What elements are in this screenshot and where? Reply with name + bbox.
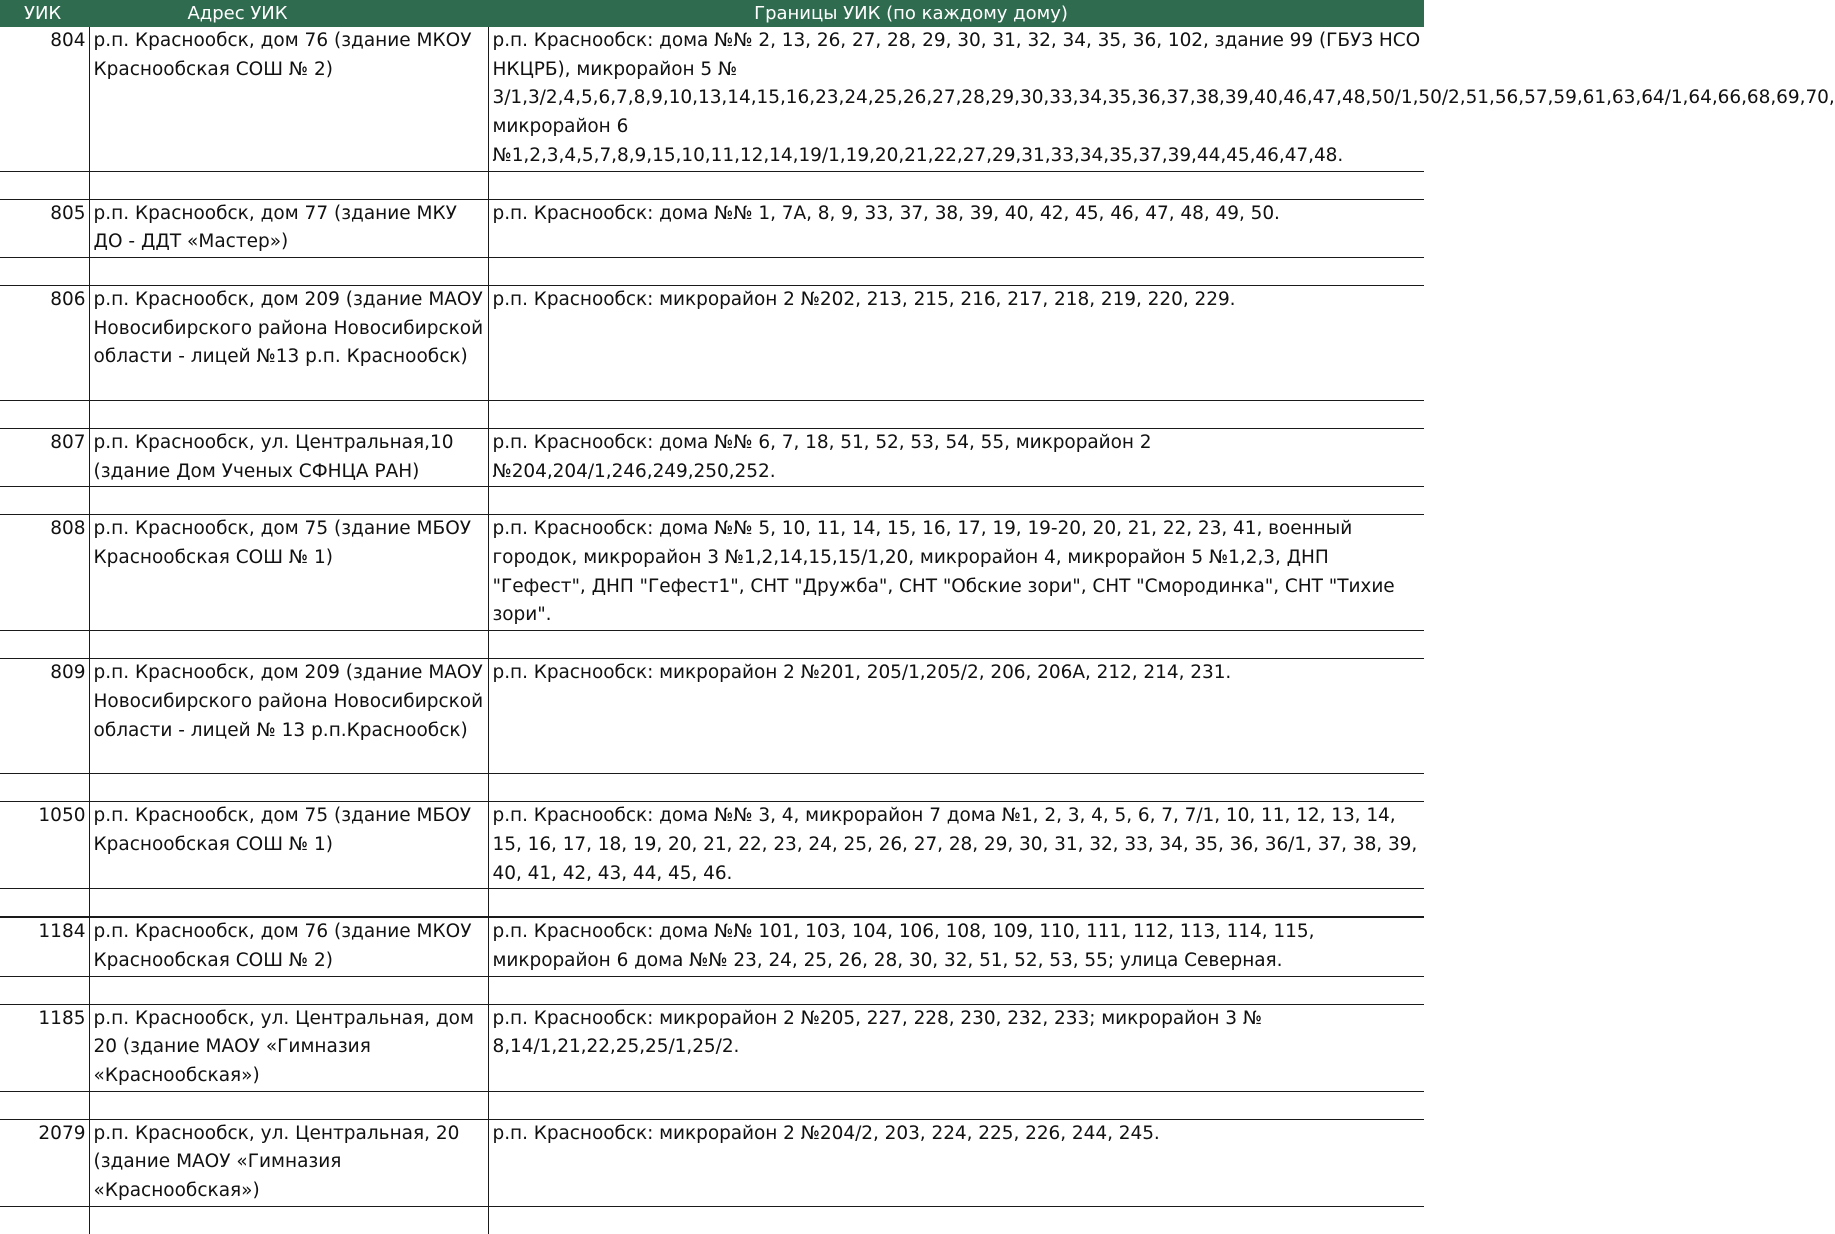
empty-row — [0, 889, 1424, 918]
address-cell[interactable]: р.п. Краснообск, дом 75 (здание МБОУ Краснообская СОШ № 1) — [89, 802, 488, 889]
address-cell[interactable]: р.п. Краснообск, дом 76 (здание МКОУ Краснообская СОШ № 2) — [89, 917, 488, 976]
empty-cell[interactable] — [0, 889, 89, 918]
empty-cell[interactable] — [0, 487, 89, 515]
empty-cell[interactable] — [0, 400, 89, 428]
address-cell[interactable]: р.п. Краснообск, ул. Центральная,10 (здание Дом Ученых СФНЦА РАН) — [89, 428, 488, 486]
empty-cell[interactable] — [89, 487, 488, 515]
bounds-cell[interactable]: р.п. Краснообск: микрорайон 2 №201, 205/1,205/2, 206, 206А, 212, 214, 231. — [488, 659, 1424, 774]
table-row — [0, 917, 1424, 976]
uik-number-cell[interactable]: 1050 — [0, 802, 89, 889]
empty-cell[interactable] — [0, 257, 89, 285]
bounds-cell[interactable]: р.п. Краснообск: микрорайон 2 №204/2, 203, 224, 225, 226, 244, 245. — [488, 1119, 1424, 1206]
empty-cell[interactable] — [488, 487, 1424, 515]
empty-cell[interactable] — [488, 774, 1424, 802]
column-header-address[interactable]: Адрес УИК — [89, 0, 488, 27]
empty-row — [0, 257, 1424, 285]
address-cell[interactable]: р.п. Краснообск, ул. Центральная, 20 (здание МАОУ «Гимназия «Краснообская») — [89, 1119, 488, 1206]
bounds-cell[interactable]: р.п. Краснообск: микрорайон 2 №205, 227, 228, 230, 232, 233; микрорайон 3 № 8,14/1,21,22,25,25/1,25/2. — [488, 1004, 1424, 1091]
empty-row — [0, 487, 1424, 515]
uik-number-cell[interactable]: 809 — [0, 659, 89, 774]
empty-cell[interactable] — [0, 976, 89, 1004]
empty-cell[interactable] — [89, 400, 488, 428]
bounds-cell[interactable]: р.п. Краснообск: дома №№ 101, 103, 104, 106, 108, 109, 110, 111, 112, 113, 114, 115, микрорайон 6 дома №№ 23, 24, 25, 26, 28, 30, 32, 51, 52, 53, 55; улица Северная. — [488, 917, 1424, 976]
bounds-cell[interactable]: р.п. Краснообск: дома №№ 2, 13, 26, 27, 28, 29, 30, 31, 32, 34, 35, 36, 102, здание 99 (ГБУЗ НСО НКЦРБ), микрорайон 5 № 3/1,3/2,4,5,6,7,8,9,10,13,14,15,16,23,24,25,26,27,28,29,30,33,34,35,36,37,38,39,40,46,47,48,50/1,50/2,51,56,57,59,61,63,64/1,64,66,68,69,70, микрорайон 6 №1,2,3,4,5,7,8,9,15,10,11,12,14,19/1,19,20,21,22,27,29,31,33,34,35,37,39,44,45,46,47,48. — [488, 27, 1424, 171]
table-row — [0, 1119, 1424, 1206]
column-header-uik[interactable]: УИК — [0, 0, 89, 27]
table-row — [0, 428, 1424, 486]
empty-row — [0, 976, 1424, 1004]
empty-row — [0, 171, 1424, 199]
empty-cell[interactable] — [89, 1206, 488, 1234]
address-cell[interactable]: р.п. Краснообск, ул. Центральная, дом 20 (здание МАОУ «Гимназия «Краснообская») — [89, 1004, 488, 1091]
uik-number-cell[interactable]: 808 — [0, 515, 89, 631]
empty-row — [0, 1091, 1424, 1119]
uik-number-cell[interactable]: 806 — [0, 285, 89, 400]
uik-number-cell[interactable]: 1185 — [0, 1004, 89, 1091]
empty-cell[interactable] — [488, 400, 1424, 428]
table-row — [0, 515, 1424, 631]
empty-row — [0, 1206, 1424, 1234]
address-cell[interactable]: р.п. Краснообск, дом 77 (здание МКУ ДО - ДДТ «Мастер») — [89, 199, 488, 257]
uik-number-cell[interactable]: 2079 — [0, 1119, 89, 1206]
empty-cell[interactable] — [0, 774, 89, 802]
bounds-cell[interactable]: р.п. Краснообск: дома №№ 1, 7А, 8, 9, 33, 37, 38, 39, 40, 42, 45, 46, 47, 48, 49, 50. — [488, 199, 1424, 257]
empty-cell[interactable] — [488, 171, 1424, 199]
empty-cell[interactable] — [89, 257, 488, 285]
empty-cell[interactable] — [89, 1091, 488, 1119]
table-row — [0, 27, 1424, 171]
bounds-cell[interactable]: р.п. Краснообск: дома №№ 3, 4, микрорайон 7 дома №1, 2, 3, 4, 5, 6, 7, 7/1, 10, 11, 12, 13, 14, 15, 16, 17, 18, 19, 20, 21, 22, 23, 24, 25, 26, 27, 28, 29, 30, 31, 32, 33, 34, 35, 36, 36/1, 37, 38, 39, 40, 41, 42, 43, 44, 45, 46. — [488, 802, 1424, 889]
empty-cell[interactable] — [89, 976, 488, 1004]
address-cell[interactable]: р.п. Краснообск, дом 76 (здание МКОУ Краснообская СОШ № 2) — [89, 27, 488, 171]
empty-cell[interactable] — [89, 171, 488, 199]
empty-cell[interactable] — [488, 1206, 1424, 1234]
table-row — [0, 1004, 1424, 1091]
table-row — [0, 802, 1424, 889]
empty-cell[interactable] — [89, 889, 488, 918]
empty-cell[interactable] — [488, 257, 1424, 285]
table-row — [0, 659, 1424, 774]
uik-number-cell[interactable]: 807 — [0, 428, 89, 486]
empty-cell[interactable] — [488, 1091, 1424, 1119]
empty-cell[interactable] — [488, 889, 1424, 918]
empty-cell[interactable] — [0, 631, 89, 659]
empty-cell[interactable] — [0, 1091, 89, 1119]
table-row — [0, 199, 1424, 257]
bounds-cell[interactable]: р.п. Краснообск: дома №№ 5, 10, 11, 14, 15, 16, 17, 19, 19-20, 20, 21, 22, 23, 41, военный городок, микрорайон 3 №1,2,14,15,15/1,20, микрорайон 4, микрорайон 5 №1,2,3, ДНП "Гефест", ДНП "Гефест1", СНТ "Дружба", СНТ "Обские зори", СНТ "Смородинка", СНТ "Тихие зори". — [488, 515, 1424, 631]
table-row — [0, 285, 1424, 400]
empty-cell[interactable] — [0, 171, 89, 199]
empty-row — [0, 631, 1424, 659]
empty-row — [0, 400, 1424, 428]
empty-cell[interactable] — [488, 976, 1424, 1004]
empty-cell[interactable] — [0, 1206, 89, 1234]
column-header-bounds[interactable]: Границы УИК (по каждому дому) — [488, 0, 1424, 27]
uik-number-cell[interactable]: 1184 — [0, 917, 89, 976]
table-header — [0, 0, 1424, 27]
empty-cell[interactable] — [488, 631, 1424, 659]
empty-cell[interactable] — [89, 774, 488, 802]
address-cell[interactable]: р.п. Краснообск, дом 209 (здание МАОУ Новосибирского района Новосибирской области - лицей № 13 р.п.Краснообск) — [89, 659, 488, 774]
bounds-cell[interactable]: р.п. Краснообск: микрорайон 2 №202, 213, 215, 216, 217, 218, 219, 220, 229. — [488, 285, 1424, 400]
bounds-cell[interactable]: р.п. Краснообск: дома №№ 6, 7, 18, 51, 52, 53, 54, 55, микрорайон 2 №204,204/1,246,249,250,252. — [488, 428, 1424, 486]
uik-number-cell[interactable]: 805 — [0, 199, 89, 257]
empty-cell[interactable] — [89, 631, 488, 659]
empty-row — [0, 774, 1424, 802]
uik-number-cell[interactable]: 804 — [0, 27, 89, 171]
address-cell[interactable]: р.п. Краснообск, дом 75 (здание МБОУ Краснообская СОШ № 1) — [89, 515, 488, 631]
address-cell[interactable]: р.п. Краснообск, дом 209 (здание МАОУ Новосибирского района Новосибирской области - лицей №13 р.п. Краснообск) — [89, 285, 488, 400]
